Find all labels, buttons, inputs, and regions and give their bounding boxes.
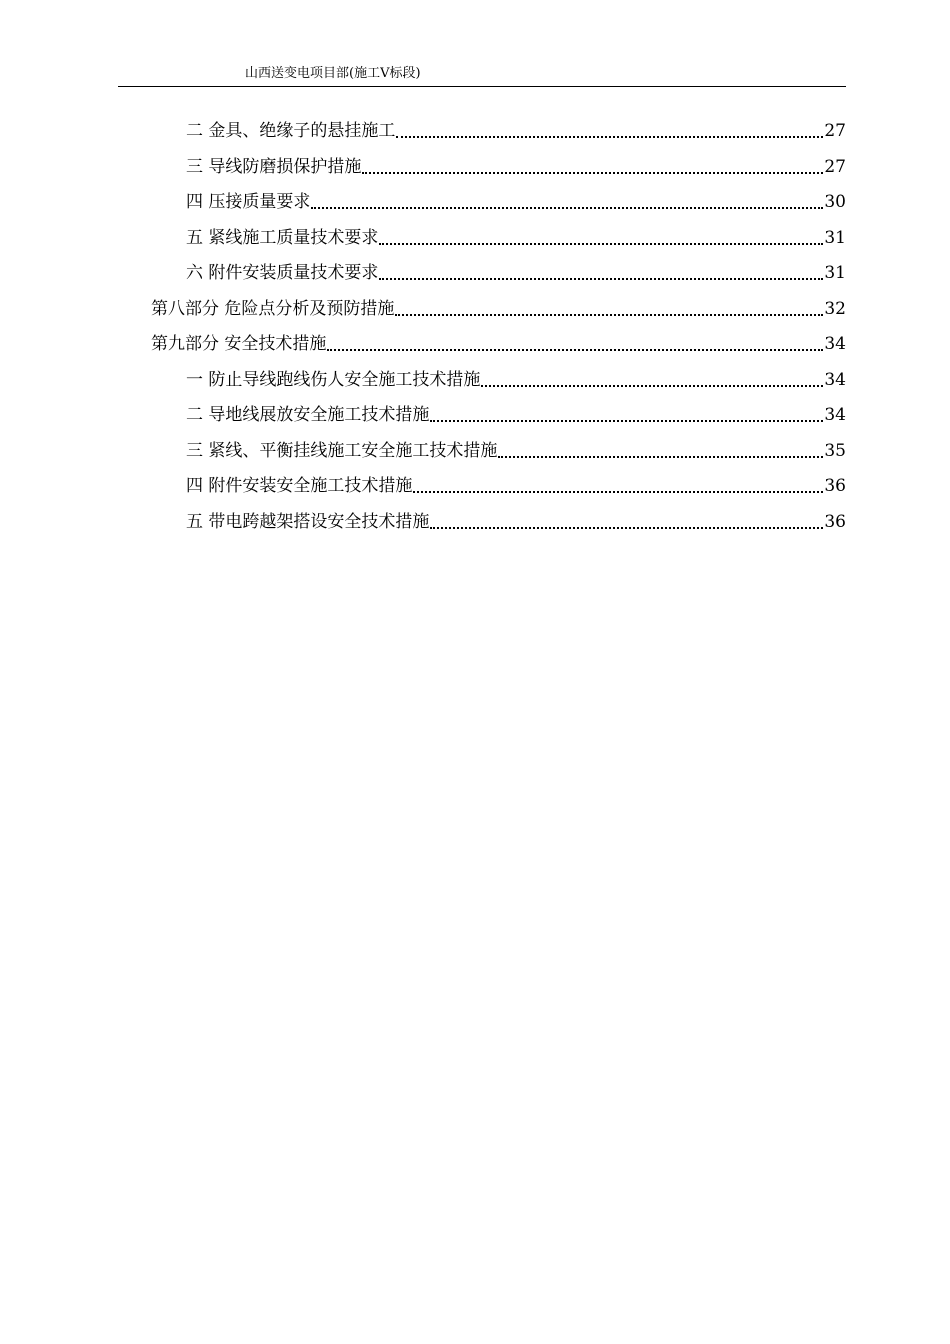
toc-entry[interactable] <box>186 177 846 213</box>
toc-entry-title: 一 防止导线跑线伤人安全施工技术措施 <box>186 370 481 390</box>
toc-entry-page: 36 <box>824 512 846 532</box>
header-text: 山西送变电项目部(施工Ⅴ标段) <box>245 66 421 81</box>
toc-entry-title: 第九部分 安全技术措施 <box>151 334 327 354</box>
toc-dot-leader <box>327 349 823 351</box>
toc-entry-page: 30 <box>824 192 846 212</box>
toc-entry[interactable] <box>186 426 846 462</box>
toc-dot-leader <box>413 491 823 493</box>
toc-entry-page: 31 <box>824 228 846 248</box>
toc-entry[interactable] <box>186 461 846 497</box>
toc-entry-page: 36 <box>824 476 846 496</box>
toc-dot-leader <box>362 172 823 174</box>
toc-entry-title: 三 导线防磨损保护措施 <box>186 157 362 177</box>
toc-entry[interactable] <box>186 142 846 178</box>
toc-entry[interactable] <box>186 497 846 533</box>
toc-entry-page: 32 <box>824 299 846 319</box>
toc-entry-title: 四 附件安装安全施工技术措施 <box>186 476 413 496</box>
toc-entry-page: 35 <box>824 441 846 461</box>
toc-dot-leader <box>481 385 823 387</box>
toc-entry[interactable] <box>186 213 846 249</box>
toc-entry[interactable] <box>151 319 846 355</box>
toc-entry-title: 四 压接质量要求 <box>186 192 311 212</box>
toc-entry[interactable] <box>186 355 846 391</box>
toc-entry-title: 二 金具、绝缘子的悬挂施工 <box>186 121 396 141</box>
toc-entry[interactable] <box>186 390 846 426</box>
toc-entry[interactable] <box>186 248 846 284</box>
toc-entry-page: 34 <box>824 334 846 354</box>
toc-entry-title: 五 带电跨越架搭设安全技术措施 <box>186 512 430 532</box>
toc-dot-leader <box>379 278 823 280</box>
toc-entry-page: 34 <box>824 370 846 390</box>
toc-entry-title: 三 紧线、平衡挂线施工安全施工技术措施 <box>186 441 498 461</box>
toc-entry[interactable] <box>186 106 846 142</box>
toc-entry-page: 34 <box>824 405 846 425</box>
toc-entry-title: 二 导地线展放安全施工技术措施 <box>186 405 430 425</box>
toc-entry-page: 27 <box>824 121 846 141</box>
toc-dot-leader <box>311 207 823 209</box>
toc-dot-leader <box>430 527 823 529</box>
toc-dot-leader <box>379 243 823 245</box>
toc-entry[interactable] <box>151 284 846 320</box>
toc-dot-leader <box>395 314 823 316</box>
page-header <box>118 62 846 87</box>
toc-entry-title: 五 紧线施工质量技术要求 <box>186 228 379 248</box>
toc-entry-page: 27 <box>824 157 846 177</box>
toc-entry-page: 31 <box>824 263 846 283</box>
toc-entry-title: 六 附件安装质量技术要求 <box>186 263 379 283</box>
toc-dot-leader <box>430 420 823 422</box>
toc-dot-leader <box>498 456 823 458</box>
toc-dot-leader <box>396 136 823 138</box>
toc-entry-title: 第八部分 危险点分析及预防措施 <box>151 299 395 319</box>
